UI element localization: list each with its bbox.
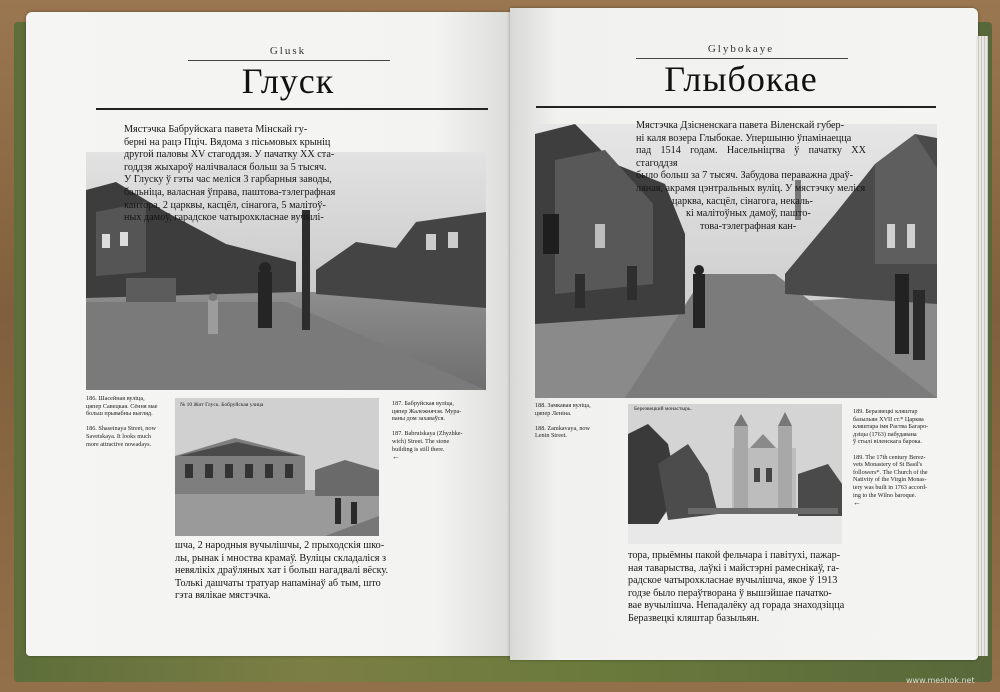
caption-187-line <box>392 423 488 431</box>
caption-186-line: больш прывабны выгляд. <box>86 410 153 418</box>
left-header-rule <box>96 108 488 110</box>
caption-186-line: 186. Шасейная вуліца, <box>86 395 145 402</box>
caption-188-line <box>535 417 615 425</box>
caption-187-arrow-icon: ← <box>392 452 400 462</box>
right-body-line: Беразвецкі кляштар базыльян. <box>628 612 760 624</box>
caption-186-line: Savetskaya. It looks much <box>86 432 151 440</box>
caption-187-line: ваны дом захаваўся. <box>392 415 445 423</box>
caption-188-line: 188. Замкавая вуліца, <box>535 402 591 409</box>
right-intro-line: было больш за 7 тысяч. Забудова пераважна драў- <box>636 170 853 182</box>
caption-189-line: базыльян XVII ст.* Царква <box>853 415 924 423</box>
left-intro-line: берні на рацэ Пціч. Вядома з пісьмовых крыніц <box>124 136 331 148</box>
caption-189 <box>853 408 953 507</box>
caption-188-line: цяпер Леніна. <box>535 409 572 417</box>
caption-189-arrow-icon: ← <box>853 498 861 508</box>
left-body-line: шча, 2 народныя вучылішчы, 2 прыходскія шко- <box>175 540 385 551</box>
right-intro-line: ляная, акрамя цэнтральных вуліц. У мястэчку меліся <box>636 182 866 194</box>
photo-187-babruiskaya-street <box>175 398 379 536</box>
page-edges <box>976 36 988 656</box>
caption-187-line: 187. Babruiskaya (Zhyzhke- <box>392 430 463 438</box>
left-body-line: невялікіх драўляных хат і больш нагадвалі вёску. <box>175 565 389 577</box>
left-body-line: Толькі дашчаты тратуар напамінаў аб тым, што <box>175 577 381 589</box>
left-body-text <box>175 540 475 603</box>
photo-189-inscription: Березвецкий монастырь. <box>634 406 692 412</box>
caption-188 <box>535 402 615 440</box>
caption-187-line: wich) Street. The stone <box>392 437 450 445</box>
right-intro-line: кі малітоўных дамоў, пашто- <box>686 208 811 220</box>
caption-186-line: цяпер Савецкая. Сёння мае <box>86 402 158 410</box>
left-body-line: гэта вялікае мястэчка. <box>175 590 271 602</box>
caption-189-line: кляштара імя Раства Багаро- <box>853 423 929 431</box>
left-intro-line: У Глуску ў гэты час меліся 3 гарбарныя заводы, <box>124 174 332 186</box>
caption-186 <box>86 395 172 448</box>
caption-189-line: vets Monastery of St Basil's <box>853 461 923 469</box>
caption-187-line: building is still there. <box>392 445 445 453</box>
left-intro-line: кантора, 2 царквы, касцёл, сінагога, 5 малітоў- <box>124 199 326 211</box>
caption-189-line: дзіцы (1763) пабудавана <box>853 430 917 438</box>
right-intro-text <box>636 120 866 233</box>
right-intro-line: Мястэчка Дзісненскага павета Віленскай губер- <box>636 120 845 131</box>
left-body-line: лы, рынак і мноства крамаў. Вуліцы складаліся з <box>175 552 387 564</box>
watermark: www.meshok.net <box>906 676 975 685</box>
caption-189-line: followers*. The Church of the <box>853 468 928 476</box>
right-body-line: вае вучылішча. Непадалёку ад горада знаходзіцца <box>628 600 845 612</box>
right-title-cyrillic: Глыбокае <box>664 59 818 99</box>
caption-187-line: 187. Бабруйская вуліца, <box>392 400 454 407</box>
right-intro-line: ні каля возера Глыбокае. Упершыню ўпамінаецца <box>636 132 852 144</box>
caption-189-line: ing to the Wilno baroque. <box>853 491 917 499</box>
caption-187 <box>392 400 488 461</box>
caption-189-line: 189. Беразвецкі кляштар <box>853 408 918 415</box>
right-body-text <box>628 550 928 626</box>
caption-187-line: цяпер Жалежнячэя. Мура- <box>392 407 462 415</box>
caption-189-line: ў стылі віленскага барока. <box>853 438 922 446</box>
left-title-latin: Glusk <box>269 45 307 57</box>
caption-188-line: Lenin Street. <box>535 432 567 440</box>
left-title-cyrillic: Глуск <box>241 61 335 101</box>
left-intro-line: Мястэчка Бабруйскага павета Мінскай гу- <box>124 124 308 135</box>
caption-188-line: 188. Zamkavaya, now <box>535 424 590 432</box>
right-header-rule <box>536 106 936 108</box>
photo-189-berezvets-monastery <box>628 404 842 544</box>
right-body-line: радское чатырохкласнае вучылішча, якое ў 1913 <box>628 575 838 587</box>
caption-189-line: 189. The 17th century Berez- <box>853 453 926 461</box>
right-intro-line: пад 1514 годам. Насельніцтва ў пачатку XX стагоддзя <box>636 145 866 169</box>
left-intro-text <box>124 124 380 225</box>
caption-189-line <box>853 446 953 454</box>
caption-186-line: more attractive nowadays. <box>86 440 152 448</box>
caption-186-line <box>86 418 172 426</box>
caption-189-line: tery was built in 1763 accord- <box>853 483 928 491</box>
left-intro-line: ных дамоў, гарадское чатырохкласнае вучылі- <box>124 212 324 224</box>
right-body-line: годзе было пераўтворана ў вышэйшае пачатко- <box>628 587 832 599</box>
photo-187-inscription: № 10 Жит Глуск. Бобруйская улица <box>180 402 264 408</box>
right-intro-line: царква, касцёл, сінагога, некаль- <box>672 195 813 207</box>
right-body-line: тора, прыёмны пакой фельчара і павітухі, пажар- <box>628 550 841 561</box>
right-intro-line: това-тэлеграфная кан- <box>700 220 797 232</box>
caption-186-line: 186. Shaseinaya Street, now <box>86 425 156 433</box>
left-intro-line: годдзя жыхароў налічвалася больш за 5 тысяч. <box>124 161 327 173</box>
left-intro-line: бальніца, валасная ўправа, паштова-тэлеграфная <box>124 186 336 198</box>
left-intro-line: другой паловы XV стагоддзя. У пачатку XX ста- <box>124 149 335 161</box>
right-title-latin: Glybokaye <box>707 43 775 55</box>
caption-189-line: Nativity of the Virgin Monas- <box>853 476 927 484</box>
right-body-line: ная таварыства, лаўкі і майстэрні рамеснікаў, га- <box>628 562 840 574</box>
